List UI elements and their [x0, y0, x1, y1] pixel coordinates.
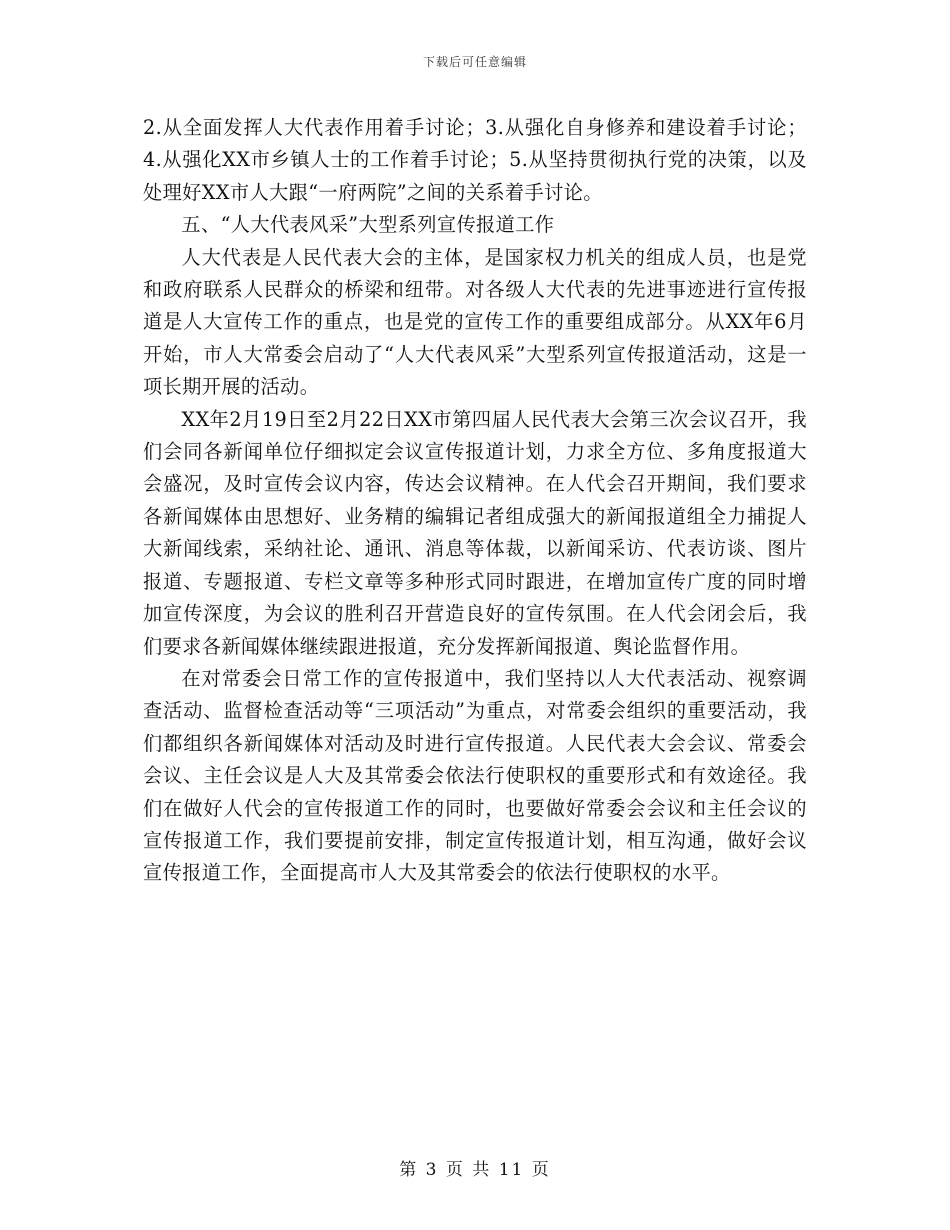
- section-heading: 五、“人大代表风采”大型系列宣传报道工作: [181, 213, 555, 237]
- download-note: 下载后可任意编辑: [422, 55, 527, 69]
- paragraph-list-continuation: 2.从全面发挥人大代表作用着手讨论；3.从强化自身修养和建设着手讨论；4.从强化XX市乡镇人士的工作着手讨论；5.从坚持贯彻执行党的决策，以及处理好XX市人大跟“一府两院”之间的关系着手讨论。: [143, 116, 807, 204]
- paragraph: 人大代表是人民代表大会的主体，是国家权力机关的组成人员，也是党和政府联系人民群众的桥梁和纽带。对各级人大代表的先进事迹进行宣传报道是人大宣传工作的重点，也是党的宣传工作的重要组成部分。从XX年6月开始，市人大常委会启动了“人大代表风采”大型系列宣传报道活动，这是一项长期开展的活动。: [143, 245, 807, 399]
- document-body: [143, 112, 807, 890]
- paragraph: 在对常委会日常工作的宣传报道中，我们坚持以人大代表活动、视察调查活动、监督检查活动等“三项活动”为重点，对常委会组织的重要活动，我们都组织各新闻媒体对活动及时进行宣传报道。人民代表大会会议、常委会会议、主任会议是人大及其常委会依法行使职权的重要形式和有效途径。我们在做好人代会的宣传报道工作的同时，也要做好常委会会议和主任会议的宣传报道工作，我们要提前安排，制定宣传报道计划，相互沟通，做好会议宣传报道工作，全面提高市人大及其常委会的依法行使职权的水平。: [143, 666, 807, 885]
- page-number: 第 3 页 共 11 页: [399, 1160, 551, 1180]
- paragraph: XX年2月19日至2月22日XX市第四届人民代表大会第三次会议召开，我们会同各新闻单位仔细拟定会议宣传报道计划，力求全方位、多角度报道大会盛况，及时宣传会议内容，传达会议精神。在人代会召开期间，我们要求各新闻媒体由思想好、业务精的编辑记者组成强大的新闻报道组全力捕捉人大新闻线索，采纳社论、通讯、消息等体裁，以新闻采访、代表访谈、图片报道、专题报道、专栏文章等多种形式同时跟进，在增加宣传广度的同时增加宣传深度，为会议的胜利召开营造良好的宣传氛围。在人代会闭会后，我们要求各新闻媒体继续跟进报道，充分发挥新闻报道、舆论监督作用。: [143, 407, 807, 658]
